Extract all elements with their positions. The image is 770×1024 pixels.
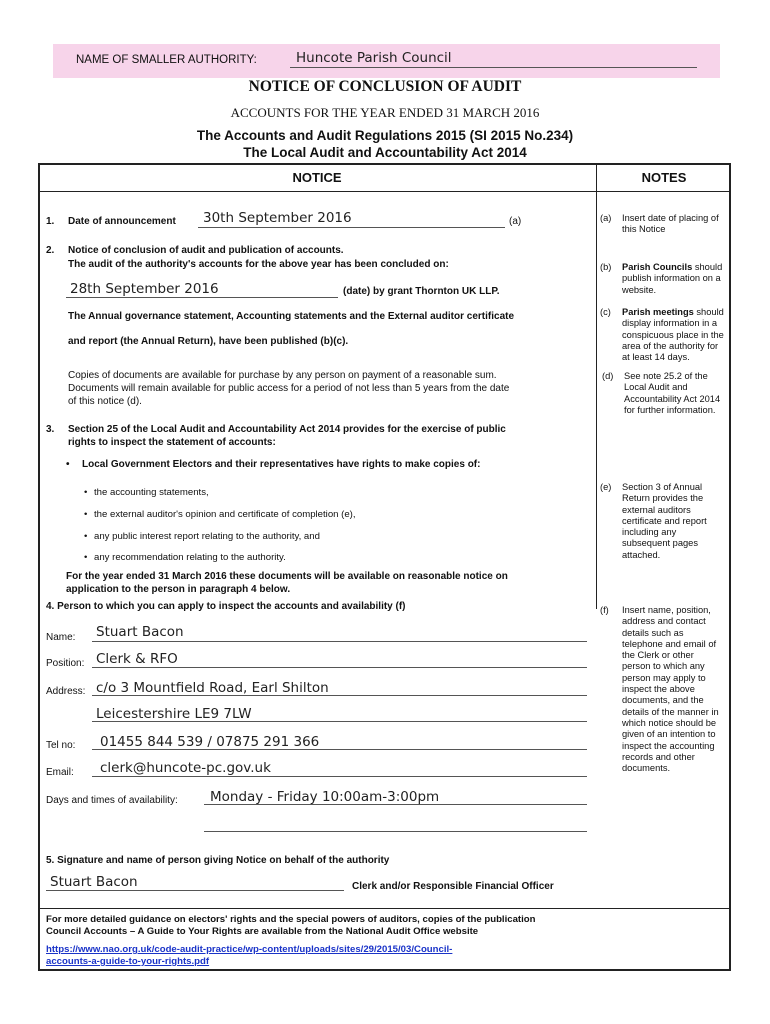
item3-line2: rights to inspect the statement of accounts:	[68, 437, 276, 448]
name-field-line	[92, 641, 587, 642]
note-d-tag: (d)	[602, 371, 614, 381]
item3-line1: Section 25 of the Local Audit and Accountability Act 2014 provides for the exercise of public	[68, 424, 506, 435]
note-first: should	[693, 307, 724, 317]
availability-line2: application to the person in paragraph 4 below.	[66, 584, 291, 595]
days-field-line-2	[204, 831, 587, 832]
note-f-tag: (f)	[600, 605, 609, 615]
note-line: Local Audit and	[624, 382, 688, 393]
note-line: Section 3 of Annual	[622, 482, 703, 492]
note-b	[622, 262, 730, 296]
note-line: given of an intention to	[622, 729, 716, 740]
note-line	[622, 307, 730, 318]
note-line: attached.	[622, 549, 661, 560]
note-line: publish information on a	[622, 273, 721, 284]
header-divider	[38, 191, 731, 192]
act-line: The Local Audit and Accountability Act 2014	[243, 145, 527, 160]
note-bold: Parish meetings	[622, 307, 694, 317]
item2-line1: Notice of conclusion of audit and publication of accounts.	[68, 245, 344, 256]
note-line: Insert name, position,	[622, 605, 711, 615]
note-line: which notice should be	[622, 717, 717, 728]
note-line: conspicuous place in the	[622, 329, 724, 340]
item2-line2: The audit of the authority's accounts for the above year has been concluded on:	[68, 259, 449, 270]
note-d	[624, 371, 732, 416]
item2-line4: and report (the Annual Return), have been published (b)(c).	[68, 336, 349, 347]
electors-line: Local Government Electors and their representatives have rights to make copies of:	[82, 459, 481, 470]
note-line: Return provides the	[622, 493, 704, 504]
nao-guide-link-continued[interactable]: accounts-a-guide-to-your-rights.pdf	[46, 956, 210, 967]
position-field-line	[92, 667, 587, 668]
note-line: subsequent pages	[622, 538, 698, 549]
notice-column-header: NOTICE	[292, 170, 342, 185]
note-line: for further information.	[624, 404, 716, 415]
contact-email-field[interactable]: clerk@huncote-pc.gov.uk	[100, 760, 271, 776]
authority-label: NAME OF SMALLER AUTHORITY:	[76, 54, 257, 66]
note-line: area of the authority for	[622, 340, 719, 351]
item1-ref: (a)	[509, 216, 522, 227]
note-line: details such as	[622, 627, 684, 638]
days-label: Days and times of availability:	[46, 795, 178, 806]
authority-field-line	[290, 67, 697, 68]
bullet-icon: •	[84, 509, 88, 520]
note-line: website.	[622, 284, 657, 295]
note-c	[622, 307, 730, 363]
tel-label: Tel no:	[46, 740, 76, 751]
address-label: Address:	[46, 686, 86, 697]
contact-name-field[interactable]: Stuart Bacon	[96, 624, 184, 640]
rights-list-item: any recommendation relating to the authority.	[94, 552, 286, 563]
item2-line3: The Annual governance statement, Accounting statements and the External auditor certificate	[68, 311, 515, 322]
signature-name-field[interactable]: Stuart Bacon	[50, 874, 138, 890]
note-e-tag: (e)	[600, 482, 612, 492]
note-line: person to which any	[622, 661, 705, 672]
note-line: display information in a	[622, 318, 718, 329]
note-line: Insert date of placing of	[622, 213, 719, 223]
bullet-icon: •	[84, 487, 88, 498]
notice-title: NOTICE OF CONCLUSION OF AUDIT	[248, 78, 522, 95]
note-a	[622, 213, 730, 236]
note-c-tag: (c)	[600, 307, 611, 317]
contact-address-field-1[interactable]: c/o 3 Mountfield Road, Earl Shilton	[96, 680, 329, 696]
note-line: inspect the accounting	[622, 740, 715, 751]
bullet-icon: •	[84, 531, 88, 542]
email-field-line	[92, 776, 587, 777]
note-line: records and other	[622, 751, 695, 762]
item4-title: 4. Person to which you can apply to inspect the accounts and availability (f)	[46, 601, 406, 612]
rights-list-item: any public interest report relating to the authority, and	[94, 531, 320, 542]
note-first: should	[692, 262, 723, 272]
signature-role: Clerk and/or Responsible Financial Officer	[352, 881, 554, 892]
item1-number: 1.	[46, 216, 55, 227]
note-line: inspect the above	[622, 684, 695, 695]
note-line: at least 14 days.	[622, 352, 690, 363]
note-line: address and contact	[622, 616, 706, 627]
note-line: the Clerk or other	[622, 650, 694, 661]
note-line: telephone and email of	[622, 638, 717, 649]
signature-field-line	[46, 890, 344, 891]
note-line: documents.	[622, 763, 671, 774]
item2-date-suffix: (date) by grant Thornton UK LLP.	[343, 286, 500, 297]
rights-list-item: the external auditor's opinion and certificate of completion (e),	[94, 509, 356, 520]
note-line: external auditors	[622, 504, 691, 515]
notes-column-header: NOTES	[641, 170, 687, 185]
item3-number: 3.	[46, 424, 55, 435]
item2-field-line	[66, 297, 338, 298]
note-e	[622, 482, 730, 561]
nao-guide-link[interactable]: https://www.nao.org.uk/code-audit-practice/wp-content/uploads/sites/29/2015/03/Council-	[46, 944, 453, 955]
note-f	[622, 605, 730, 774]
note-a-tag: (a)	[600, 213, 612, 223]
footer-text-line2: Council Accounts – A Guide to Your Rights are available from the National Audit Office website	[46, 926, 479, 937]
item2-number: 2.	[46, 245, 55, 256]
note-line	[622, 262, 730, 273]
availability-line1: For the year ended 31 March 2016 these documents will be available on reasonable notice on	[66, 571, 508, 582]
name-label: Name:	[46, 632, 76, 643]
item1-label: Date of announcement	[68, 216, 176, 227]
note-b-tag: (b)	[600, 262, 612, 272]
note-line: including any	[622, 527, 677, 538]
regulations-line: The Accounts and Audit Regulations 2015 (SI 2015 No.234)	[196, 128, 574, 143]
electors-bullet-icon: •	[66, 459, 70, 470]
copies-line2: Documents will remain available for public access for a period of not less than 5 years from the date	[68, 383, 510, 394]
note-line: documents, and the	[622, 695, 704, 706]
email-label: Email:	[46, 767, 74, 778]
note-line: certificate and report	[622, 515, 707, 526]
item1-field-line	[198, 227, 505, 228]
availability-days-field[interactable]: Monday - Friday 10:00am-3:00pm	[210, 789, 440, 805]
note-line: details of the manner in	[622, 706, 719, 717]
contact-tel-field[interactable]: 01455 844 539 / 07875 291 366	[100, 734, 320, 750]
bullet-icon: •	[84, 552, 88, 563]
note-line: See note 25.2 of the	[624, 371, 708, 381]
announcement-date-field[interactable]: 30th September 2016	[203, 210, 352, 226]
note-line: this Notice	[622, 224, 666, 235]
copies-line3: of this notice (d).	[68, 396, 142, 407]
authority-name-field[interactable]: Huncote Parish Council	[296, 50, 452, 66]
note-line: person may apply to	[622, 672, 706, 683]
contact-address-field-2[interactable]: Leicestershire LE9 7LW	[96, 706, 252, 722]
footer-text-line1: For more detailed guidance on electors' rights and the special powers of auditors, copies of the publication	[46, 914, 536, 925]
column-divider	[596, 163, 597, 609]
contact-position-field[interactable]: Clerk & RFO	[96, 651, 178, 667]
copies-line1: Copies of documents are available for purchase by any person on payment of a reasonable sum.	[68, 370, 497, 381]
item5-title: 5. Signature and name of person giving Notice on behalf of the authority	[46, 855, 390, 866]
audit-concluded-date-field[interactable]: 28th September 2016	[70, 281, 219, 297]
note-bold: Parish Councils	[622, 262, 693, 272]
position-label: Position:	[46, 658, 85, 669]
note-line: Accountability Act 2014	[624, 393, 721, 404]
footer-divider	[38, 908, 731, 909]
accounts-subtitle: ACCOUNTS FOR THE YEAR ENDED 31 MARCH 2016	[230, 105, 540, 120]
rights-list-item: the accounting statements,	[94, 487, 209, 498]
